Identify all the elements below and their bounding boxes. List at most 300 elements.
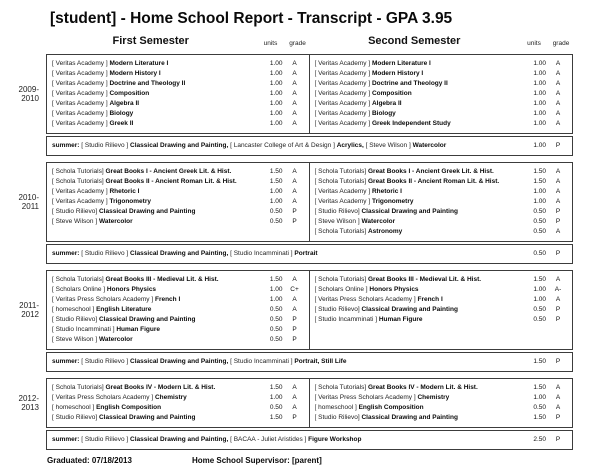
first-semester-header xyxy=(46,35,310,47)
course-grade: A xyxy=(555,90,561,97)
course-text xyxy=(315,413,517,423)
course-provider: [ Veritas Academy ] xyxy=(52,80,108,87)
course-text xyxy=(315,69,517,79)
course-text xyxy=(52,315,253,325)
course-provider: [ Studio Incamminati ] xyxy=(52,326,115,333)
course-units: 1.00 xyxy=(533,198,546,205)
year-block xyxy=(0,54,573,156)
course-grade: A xyxy=(292,100,297,107)
course-units: 1.00 xyxy=(533,70,546,77)
year-row xyxy=(0,54,573,134)
course-grade: A xyxy=(292,168,297,175)
course-provider: [ homeschool ] xyxy=(314,404,357,411)
course-provider: [ Schola Tutorials] xyxy=(314,384,367,391)
course-grade: A xyxy=(292,70,297,77)
course-provider: [ Veritas Academy ] xyxy=(314,100,371,107)
course-grade: A xyxy=(292,60,297,67)
course-text xyxy=(315,295,517,305)
summer-segment: [ Studio Rilievo ] xyxy=(79,436,131,443)
course-units: 0.50 xyxy=(269,336,283,343)
course-text xyxy=(315,119,517,129)
summer-segment: Classical Drawing and Painting, xyxy=(130,358,229,365)
year-label xyxy=(0,193,46,212)
course-text xyxy=(315,305,517,315)
courses-box xyxy=(46,162,573,242)
summer-units: 0.50 xyxy=(533,250,546,257)
course-provider: [ Studio Rilievo] xyxy=(52,208,98,215)
course-text xyxy=(52,403,253,413)
course-name: Watercolor xyxy=(361,218,396,225)
course-name: Doctrine and Theology II xyxy=(371,80,448,87)
semester-first-half xyxy=(47,271,310,349)
course-grade: A xyxy=(292,296,297,303)
course-grade: P xyxy=(292,336,297,343)
course-provider: [ Veritas Academy ] xyxy=(314,80,371,87)
course-grade: A xyxy=(292,80,297,87)
summer-row xyxy=(46,244,573,264)
course-row xyxy=(52,393,307,403)
course-text xyxy=(52,325,253,335)
course-name: Chemistry xyxy=(154,394,187,401)
course-provider: [ Schola Tutorials] xyxy=(314,178,367,185)
summer-segment: [ Studio Incamminati ] xyxy=(228,250,295,257)
year-row xyxy=(0,162,573,242)
course-name: Astronomy xyxy=(367,228,403,235)
course-text xyxy=(315,275,517,285)
course-row xyxy=(52,197,307,207)
course-units: 1.50 xyxy=(533,168,546,175)
course-name: Honors Physics xyxy=(106,286,157,293)
summer-row xyxy=(46,136,573,156)
course-grade: A xyxy=(555,394,561,401)
transcript-sheet xyxy=(0,10,573,465)
course-units: 1.00 xyxy=(269,110,283,117)
course-units: 1.00 xyxy=(533,120,546,127)
course-name: Great Books III - Medieval Lit. & Hist. xyxy=(367,276,482,283)
year-label-line1: 2009- xyxy=(18,84,39,94)
course-units: 0.50 xyxy=(533,306,546,313)
course-name: English Composition xyxy=(358,404,424,411)
course-provider: [ Studio Rilievo] xyxy=(52,316,98,323)
course-row xyxy=(52,99,307,109)
course-name: Modern History I xyxy=(109,70,161,77)
course-name: Classical Drawing and Painting xyxy=(98,414,196,421)
summer-segment: Watercolor xyxy=(412,142,447,149)
summer-segment: summer: xyxy=(52,436,80,443)
course-units: 1.50 xyxy=(533,414,546,421)
course-name: Algebra II xyxy=(109,100,140,107)
course-units: 0.50 xyxy=(269,404,283,411)
second-units-grade-header xyxy=(519,40,573,47)
course-name: Greek Independent Study xyxy=(371,120,451,127)
course-grade: A xyxy=(292,198,297,205)
supervisor: Home School Supervisor: [parent] xyxy=(191,456,322,465)
summer-row xyxy=(46,430,573,450)
summer-segment: Classical Drawing and Painting, xyxy=(130,436,229,443)
course-provider: [ Veritas Press Scholars Academy ] xyxy=(52,394,154,401)
summer-segment: [ Studio Rilievo ] xyxy=(79,358,131,365)
year-block xyxy=(0,162,573,264)
course-provider: [ Studio Rilievo] xyxy=(314,306,360,313)
course-text xyxy=(52,187,253,197)
course-row xyxy=(315,207,571,217)
course-row xyxy=(52,315,307,325)
course-text xyxy=(52,413,253,423)
year-block xyxy=(0,378,573,450)
course-provider: [ Studio Incamminati ] xyxy=(314,316,377,323)
course-row xyxy=(315,167,571,177)
course-text xyxy=(52,99,253,109)
course-row xyxy=(52,325,307,335)
summer-grade: P xyxy=(555,436,561,443)
course-text xyxy=(315,99,517,109)
course-provider: [ Schola Tutorials] xyxy=(314,168,367,175)
course-units: 0.50 xyxy=(269,316,283,323)
course-text xyxy=(52,393,253,403)
course-name: Watercolor xyxy=(98,336,133,343)
course-row xyxy=(52,109,307,119)
course-name: Biology xyxy=(371,110,396,117)
course-grade: C+ xyxy=(290,286,299,293)
courses-box xyxy=(46,270,573,350)
course-text xyxy=(52,109,253,119)
course-units: 1.00 xyxy=(269,90,283,97)
course-provider: [ Studio Rilievo] xyxy=(52,414,98,421)
course-text xyxy=(315,403,517,413)
semester-first-half xyxy=(47,379,310,427)
course-name: Classical Drawing and Painting xyxy=(98,208,196,215)
course-name: Composition xyxy=(371,90,412,97)
course-grade: A xyxy=(292,188,297,195)
course-name: Classical Drawing and Painting xyxy=(98,316,196,323)
course-name: Rhetoric I xyxy=(109,188,140,195)
course-grade: P xyxy=(555,306,561,313)
course-provider: [ homeschool ] xyxy=(52,404,95,411)
first-units-grade-header xyxy=(256,40,310,47)
course-units: 1.00 xyxy=(533,296,546,303)
course-name: Modern Literature I xyxy=(109,60,169,67)
course-row xyxy=(52,59,307,69)
course-units: 1.00 xyxy=(533,100,546,107)
page-title: [student] - Home School Report - Transcript - GPA 3.95 xyxy=(50,10,453,27)
course-units: 1.50 xyxy=(269,414,283,421)
course-row xyxy=(52,69,307,79)
course-units: 1.50 xyxy=(533,276,546,283)
course-grade: A xyxy=(292,384,297,391)
course-grade: P xyxy=(555,208,561,215)
course-row xyxy=(315,109,571,119)
course-text xyxy=(52,69,253,79)
course-name: Great Books II - Ancient Roman Lit. & Hist. xyxy=(105,178,237,185)
courses-box xyxy=(46,378,573,428)
course-grade: P xyxy=(292,326,297,333)
course-grade: A xyxy=(555,100,561,107)
year-label-line2: 2011 xyxy=(21,202,39,211)
course-units: 1.00 xyxy=(269,286,283,293)
course-name: Honors Physics xyxy=(369,286,419,293)
course-grade: A xyxy=(555,120,561,127)
course-row xyxy=(52,383,307,393)
course-grade: P xyxy=(555,414,561,421)
summer-text xyxy=(52,357,516,367)
summer-row xyxy=(46,352,573,372)
course-units: 0.50 xyxy=(269,326,283,333)
course-name: Watercolor xyxy=(98,218,133,225)
course-row xyxy=(315,59,571,69)
summer-segment: [ Studio Incamminati ] xyxy=(228,358,295,365)
course-row xyxy=(315,403,571,413)
course-units: 1.00 xyxy=(533,110,546,117)
course-grade: A xyxy=(292,276,297,283)
semester-second-half xyxy=(310,271,573,349)
column-header-row xyxy=(46,35,573,47)
course-grade: A xyxy=(292,178,297,185)
year-label-line2: 2010 xyxy=(21,94,39,103)
course-provider: [ Schola Tutorials] xyxy=(52,384,104,391)
year-block xyxy=(0,270,573,372)
course-provider: [ Studio Rilievo] xyxy=(314,208,360,215)
course-grade: P xyxy=(292,218,297,225)
course-text xyxy=(315,207,517,217)
course-row xyxy=(315,295,571,305)
course-provider: [ Schola Tutorials] xyxy=(314,276,367,283)
course-row xyxy=(52,89,307,99)
summer-segment: Portrait, Still Life xyxy=(294,358,347,365)
course-provider: [ Veritas Academy ] xyxy=(314,60,371,67)
course-grade: A xyxy=(292,110,297,117)
course-name: Great Books IV - Modern Lit. & Hist. xyxy=(105,384,216,391)
course-provider: [ Veritas Academy ] xyxy=(52,120,108,127)
course-text xyxy=(315,177,517,187)
year-label-line2: 2012 xyxy=(21,310,39,319)
course-row xyxy=(315,393,571,403)
course-units: 1.50 xyxy=(533,178,546,185)
footer xyxy=(47,456,573,465)
course-grade: A xyxy=(292,120,297,127)
courses-box xyxy=(46,54,573,134)
course-grade: A xyxy=(555,198,561,205)
course-provider: [ Veritas Press Scholars Academy ] xyxy=(52,296,154,303)
course-units: 1.00 xyxy=(269,296,283,303)
course-units: 1.50 xyxy=(533,384,546,391)
summer-segment: Figure Workshop xyxy=(308,436,362,443)
course-text xyxy=(315,79,517,89)
course-name: Rhetoric I xyxy=(371,188,402,195)
course-grade: A xyxy=(555,296,561,303)
course-provider: [ Steve Wilson ] xyxy=(52,218,98,225)
course-text xyxy=(315,109,517,119)
course-units: 0.50 xyxy=(269,218,283,225)
course-text xyxy=(52,305,253,315)
course-row xyxy=(52,119,307,129)
course-units: 1.00 xyxy=(269,188,283,195)
course-name: Human Figure xyxy=(378,316,423,323)
course-text xyxy=(52,275,253,285)
course-grade: A xyxy=(555,178,561,185)
course-provider: [ Scholars Online ] xyxy=(314,286,368,293)
graduated-date: Graduated: 07/18/2013 xyxy=(47,456,132,465)
course-grade: A xyxy=(555,70,561,77)
course-grade: P xyxy=(555,218,561,225)
course-provider: [ Veritas Academy ] xyxy=(314,120,371,127)
course-provider: [ homeschool ] xyxy=(52,306,95,313)
course-provider: [ Veritas Academy ] xyxy=(314,198,371,205)
summer-units: 1.00 xyxy=(533,142,546,149)
course-name: Chemistry xyxy=(417,394,450,401)
course-name: Modern History I xyxy=(371,70,424,77)
course-name: English Composition xyxy=(96,404,162,411)
course-grade: P xyxy=(292,208,297,215)
course-row xyxy=(52,285,307,295)
semester-second-half xyxy=(310,379,573,427)
course-text xyxy=(315,285,517,295)
course-row xyxy=(52,335,307,345)
course-provider: [ Veritas Academy ] xyxy=(52,60,108,67)
summer-segment: summer: xyxy=(52,142,80,149)
course-text xyxy=(52,167,253,177)
summer-text xyxy=(52,141,516,151)
year-blocks xyxy=(0,54,573,450)
course-text xyxy=(315,227,517,237)
course-row xyxy=(315,79,571,89)
course-text xyxy=(315,393,517,403)
course-row xyxy=(315,275,571,285)
summer-grade: P xyxy=(555,250,561,257)
summer-segment: Acrylics, xyxy=(336,142,364,149)
course-units: 1.00 xyxy=(533,286,546,293)
course-row xyxy=(52,305,307,315)
summer-segment: [ Steve Wilson ] xyxy=(363,142,413,149)
course-name: French I xyxy=(417,296,443,303)
course-units: 0.50 xyxy=(269,306,283,313)
course-provider: [ Veritas Academy ] xyxy=(314,90,371,97)
course-grade: A xyxy=(555,110,561,117)
course-text xyxy=(52,79,253,89)
course-units: 1.00 xyxy=(533,60,546,67)
course-text xyxy=(52,89,253,99)
course-provider: [ Veritas Press Scholars Academy ] xyxy=(314,296,416,303)
course-provider: [ Veritas Academy ] xyxy=(314,70,371,77)
course-name: Trigonometry xyxy=(109,198,151,205)
course-row xyxy=(315,217,571,227)
course-units: 1.00 xyxy=(269,100,283,107)
semester-first-half xyxy=(47,55,310,133)
course-name: Great Books I - Ancient Greek Lit. & Hist. xyxy=(105,168,232,175)
semester-first-half xyxy=(47,163,310,241)
course-grade: A xyxy=(555,404,561,411)
first-semester-title: First Semester xyxy=(112,35,189,47)
semester-second-half xyxy=(310,55,573,133)
course-row xyxy=(315,89,571,99)
summer-text xyxy=(52,435,516,445)
units-header-label: units xyxy=(527,40,541,47)
course-row xyxy=(315,177,571,187)
course-text xyxy=(52,335,253,345)
course-provider: [ Steve Wilson ] xyxy=(314,218,360,225)
course-text xyxy=(315,315,517,325)
second-semester-header xyxy=(310,35,574,47)
course-row xyxy=(52,167,307,177)
course-name: French I xyxy=(154,296,181,303)
course-grade: A- xyxy=(554,286,562,293)
course-units: 1.50 xyxy=(269,168,283,175)
course-text xyxy=(52,59,253,69)
course-grade: A xyxy=(555,188,561,195)
course-units: 1.00 xyxy=(269,80,283,87)
course-units: 0.50 xyxy=(533,404,546,411)
course-text xyxy=(52,177,253,187)
course-units: 1.00 xyxy=(533,394,546,401)
course-provider: [ Schola Tutorials] xyxy=(52,178,104,185)
course-row xyxy=(52,217,307,227)
course-name: Great Books III - Medieval Lit. & Hist. xyxy=(105,276,219,283)
summer-segment: summer: xyxy=(52,358,80,365)
course-grade: P xyxy=(555,316,561,323)
units-header-label: units xyxy=(263,40,278,47)
course-text xyxy=(52,197,253,207)
course-name: Great Books IV - Modern Lit. & Hist. xyxy=(367,384,478,391)
course-row xyxy=(52,79,307,89)
course-text xyxy=(52,285,253,295)
course-grade: A xyxy=(555,80,561,87)
course-provider: [ Veritas Academy ] xyxy=(52,70,108,77)
summer-segment: Portrait xyxy=(294,250,318,257)
course-text xyxy=(52,295,253,305)
course-row xyxy=(315,285,571,295)
course-row xyxy=(52,207,307,217)
course-name: Classical Drawing and Painting xyxy=(361,208,458,215)
course-units: 1.00 xyxy=(533,90,546,97)
grade-header-label: grade xyxy=(289,40,306,47)
course-units: 1.00 xyxy=(269,198,283,205)
course-row xyxy=(52,275,307,285)
course-provider: [ Schola Tutorials] xyxy=(52,168,104,175)
course-grade: A xyxy=(555,276,561,283)
course-provider: [ Veritas Academy ] xyxy=(314,110,371,117)
course-name: Greek II xyxy=(109,120,134,127)
course-name: Biology xyxy=(109,110,134,117)
course-name: Doctrine and Theology II xyxy=(109,80,186,87)
course-units: 0.50 xyxy=(533,316,546,323)
course-text xyxy=(315,89,517,99)
course-grade: A xyxy=(292,404,297,411)
year-row xyxy=(0,270,573,350)
course-row xyxy=(52,413,307,423)
summer-segment: [ Studio Rilievo ] xyxy=(79,250,131,257)
course-text xyxy=(315,383,517,393)
course-row xyxy=(315,227,571,237)
course-units: 1.50 xyxy=(269,276,283,283)
summer-segment: [ BACAA - Juliet Aristides ] xyxy=(228,436,309,443)
course-name: Human Figure xyxy=(116,326,161,333)
course-units: 1.00 xyxy=(269,60,283,67)
course-text xyxy=(315,167,517,177)
year-label xyxy=(0,301,46,320)
year-label xyxy=(0,85,46,104)
course-grade: A xyxy=(555,60,561,67)
course-name: Modern Literature I xyxy=(371,60,431,67)
year-label-line1: 2011- xyxy=(19,300,39,310)
course-grade: A xyxy=(292,394,297,401)
course-text xyxy=(52,119,253,129)
course-units: 1.50 xyxy=(269,178,283,185)
summer-segment: Classical Drawing and Painting, xyxy=(130,250,229,257)
course-text xyxy=(315,187,517,197)
course-provider: [ Veritas Academy ] xyxy=(52,90,108,97)
course-name: Classical Drawing and Painting xyxy=(361,306,458,313)
summer-units: 1.50 xyxy=(533,358,546,365)
year-label-line1: 2010- xyxy=(18,192,39,202)
